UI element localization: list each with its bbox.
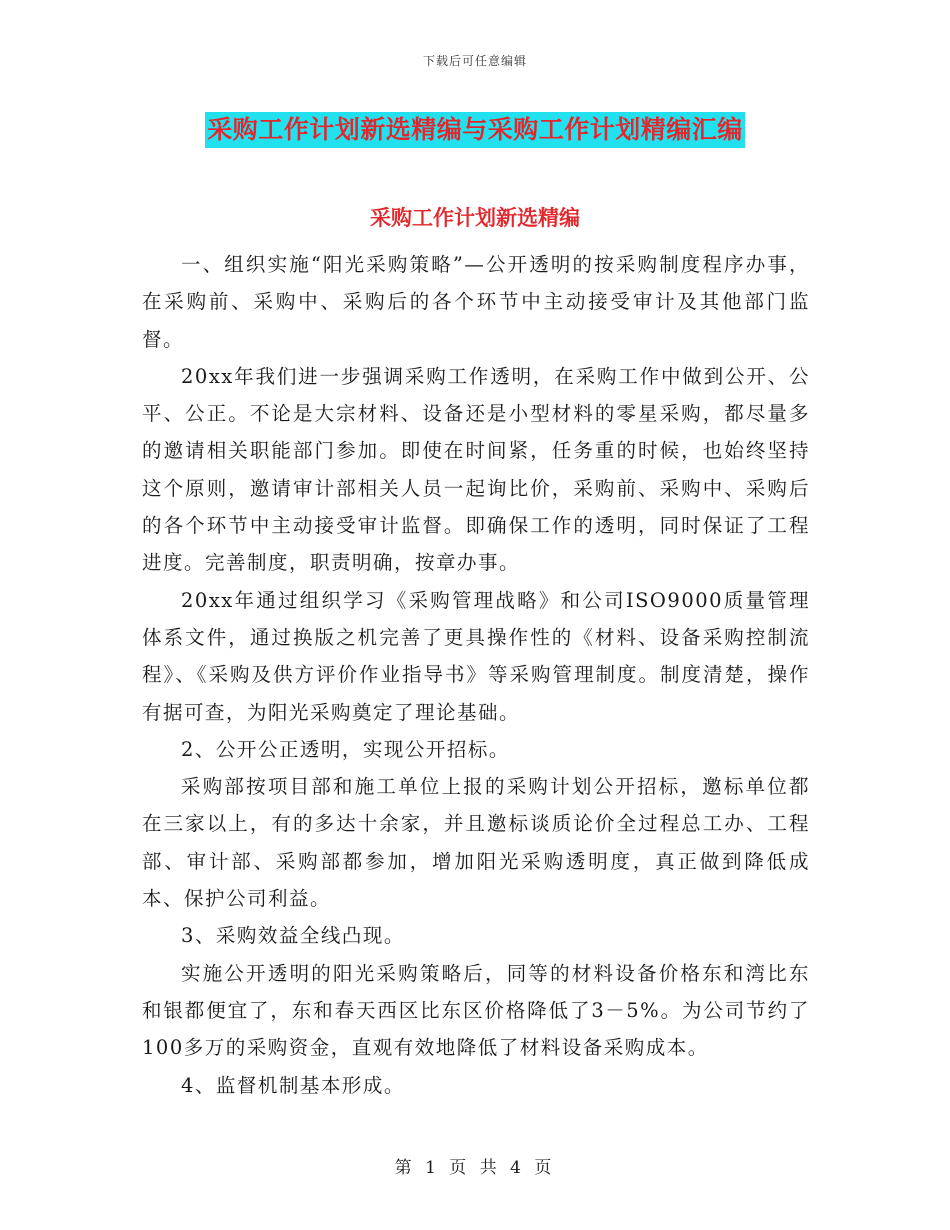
header-note: 下载后可任意编辑 xyxy=(422,54,527,68)
section-title: 采购工作计划新选精编 xyxy=(370,206,580,230)
paragraph: 4、监督机制基本形成。 xyxy=(181,1073,405,1097)
paragraph: 20xx年通过组织学习《采购管理战略》和公司ISO9000质量管理体系文件，通过换版之机完善了更具操作性的《材料、设备采购控制流程》、《采购及供方评价作业指导书》等采购管理制度。制度清楚，操作有据可查，为阳光采购奠定了理论基础。 xyxy=(142,588,810,724)
page-number-footer: 第 1 页 共 4 页 xyxy=(394,1158,556,1178)
paragraph: 采购部按项目部和施工单位上报的采购计划公开招标，邀标单位都在三家以上，有的多达十余家，并且邀标谈质论价全过程总工办、工程部、审计部、采购部都参加，增加阳光采购透明度，真正做到降低成本、保护公司利益。 xyxy=(142,775,810,911)
paragraph: 20xx年我们进一步强调采购工作透明，在采购工作中做到公开、公平、公正。不论是大宗材料、设备还是小型材料的零星采购，都尽量多的邀请相关职能部门参加。即使在时间紧，任务重的时候，也始终坚持这个原则，邀请审计部相关人员一起询比价，采购前、采购中、采购后的各个环节中主动接受审计监督。即确保工作的透明，同时保证了工程进度。完善制度，职责明确，按章办事。 xyxy=(142,364,810,575)
paragraph: 3、采购效益全线凸现。 xyxy=(181,924,405,948)
paragraph: 实施公开透明的阳光采购策略后，同等的材料设备价格东和湾比东和银都便宜了，东和春天西区比东区价格降低了3－5%。为公司节约了100多万的采购资金，直观有效地降低了材料设备采购成本。 xyxy=(142,961,810,1060)
main-title: 采购工作计划新选精编与采购工作计划精编汇编 xyxy=(205,112,745,148)
main-title-container xyxy=(0,112,950,148)
paragraph: 2、公开公正透明，实现公开招标。 xyxy=(181,737,510,761)
paragraph: 一、组织实施“阳光采购策略”—公开透明的按采购制度程序办事，在采购前、采购中、采购后的各个环节中主动接受审计及其他部门监督。 xyxy=(142,253,810,351)
body-text xyxy=(142,246,810,1104)
